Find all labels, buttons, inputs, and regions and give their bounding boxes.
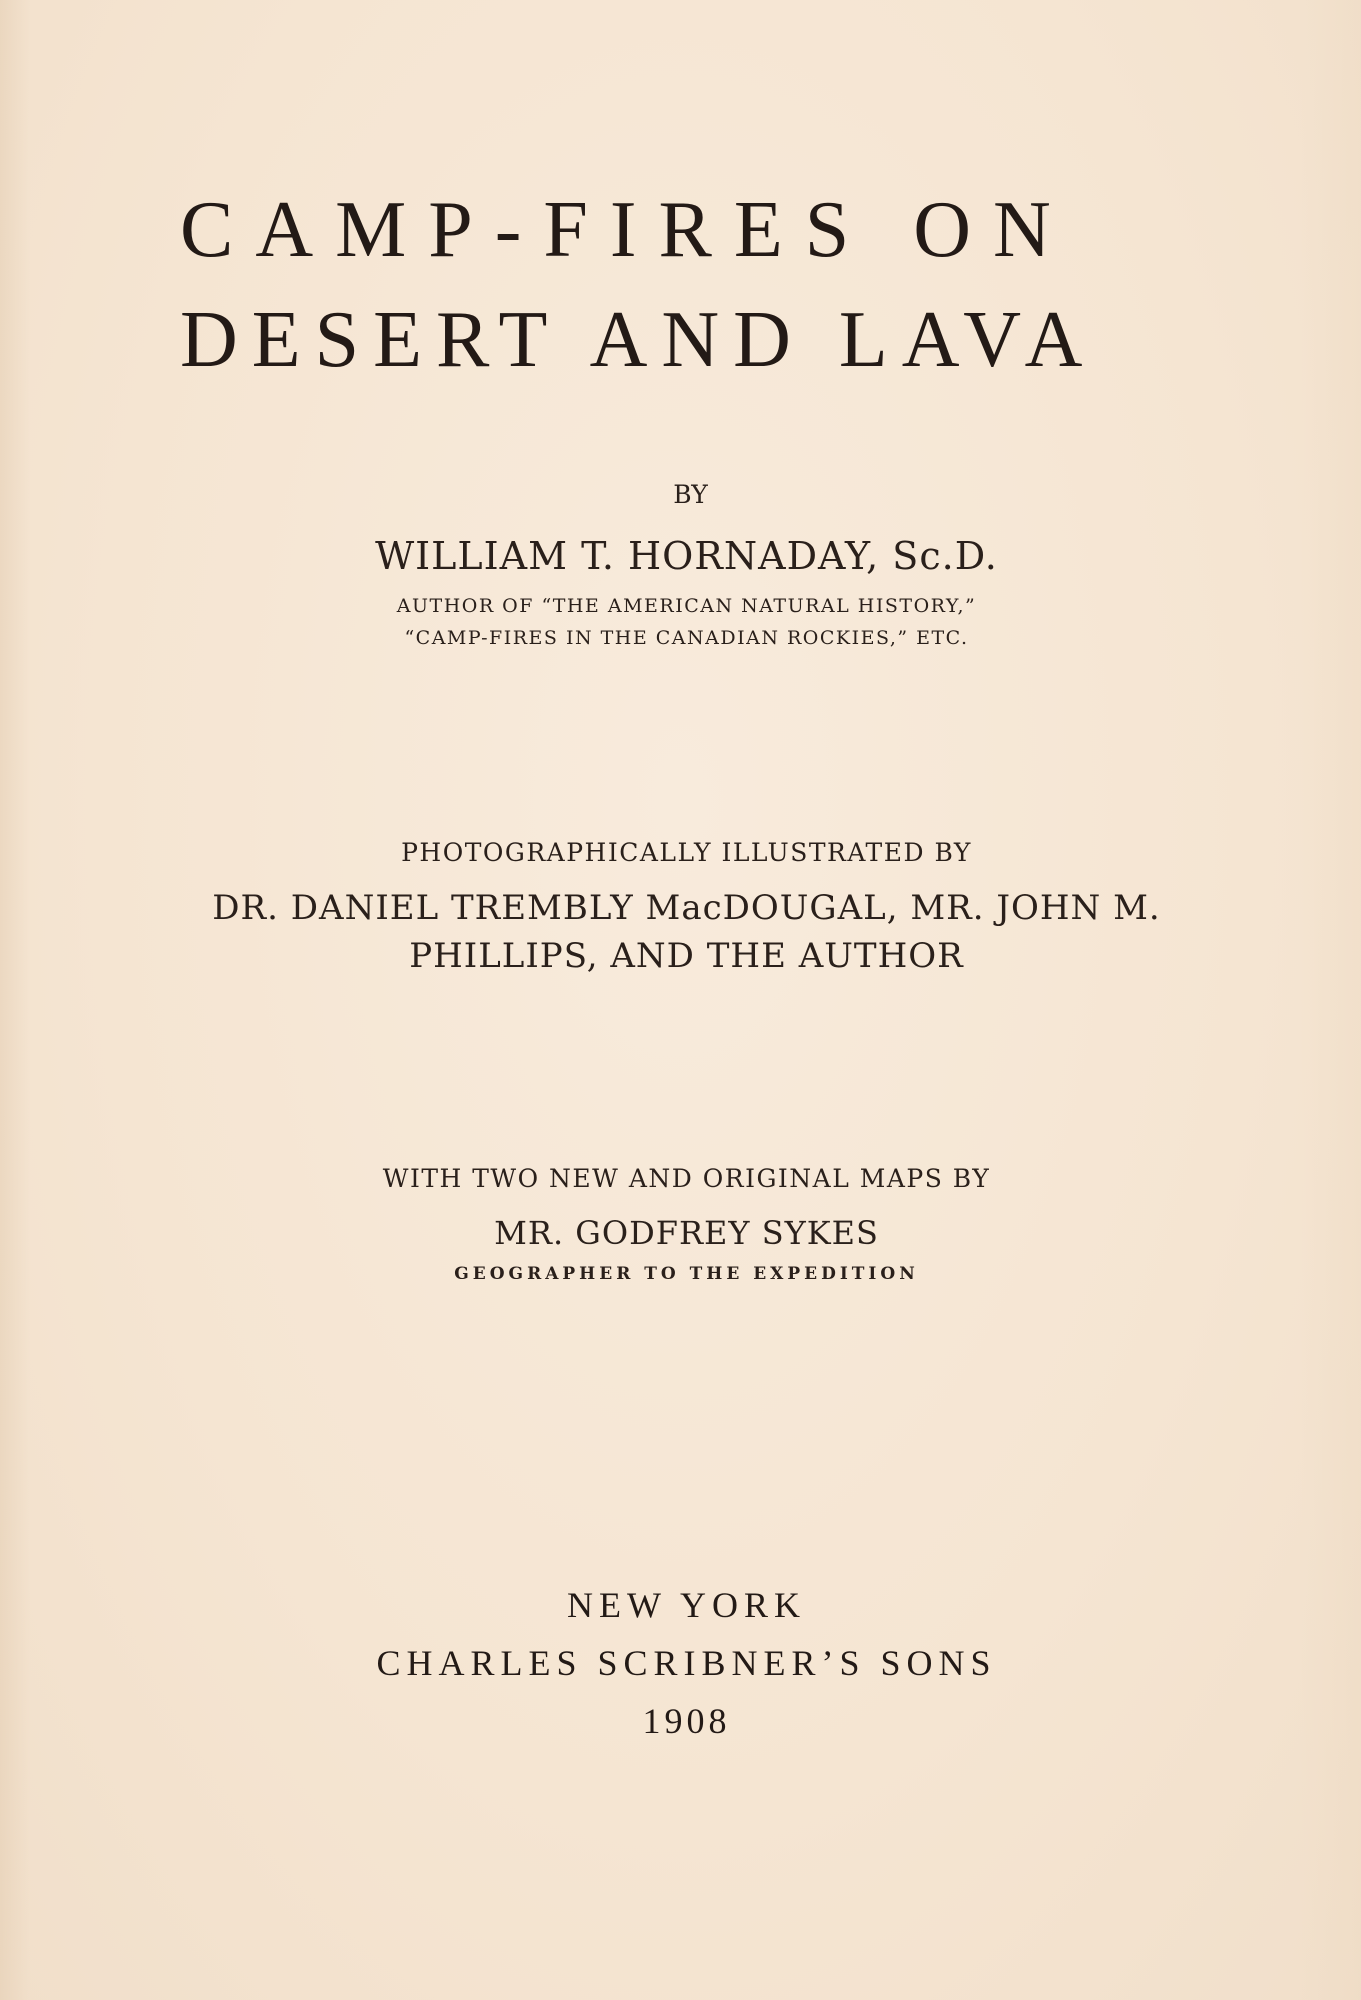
by-label: BY — [673, 480, 708, 509]
author-credits-line-1: AUTHOR OF “THE AMERICAN NATURAL HISTORY,” — [396, 595, 977, 617]
maps-label: WITH TWO NEW AND ORIGINAL MAPS BY — [382, 1164, 991, 1193]
illustrators-line-2: PHILLIPS, AND THE AUTHOR — [409, 936, 964, 976]
imprint-city: NEW YORK — [567, 1585, 806, 1625]
mapmaker-role: GEOGRAPHER TO THE EXPEDITION — [454, 1264, 919, 1284]
book-title-line-1: CAMP-FIRES ON — [180, 186, 1073, 274]
author-credits-line-2: “CAMP-FIRES IN THE CANADIAN ROCKIES,” ETC. — [404, 627, 969, 649]
imprint-year: 1908 — [642, 1701, 731, 1741]
book-title-line-2: DESERT AND LAVA — [180, 296, 1097, 384]
illustrations-label: PHOTOGRAPHICALLY ILLUSTRATED BY — [401, 838, 972, 867]
imprint-publisher: CHARLES SCRIBNER’S SONS — [376, 1643, 997, 1683]
author-name: WILLIAM T. HORNADAY, Sc.D. — [375, 534, 998, 578]
illustrators-line-1: DR. DANIEL TREMBLY MacDOUGAL, MR. JOHN M. — [212, 888, 1161, 928]
mapmaker-name: MR. GODFREY SYKES — [494, 1214, 879, 1252]
